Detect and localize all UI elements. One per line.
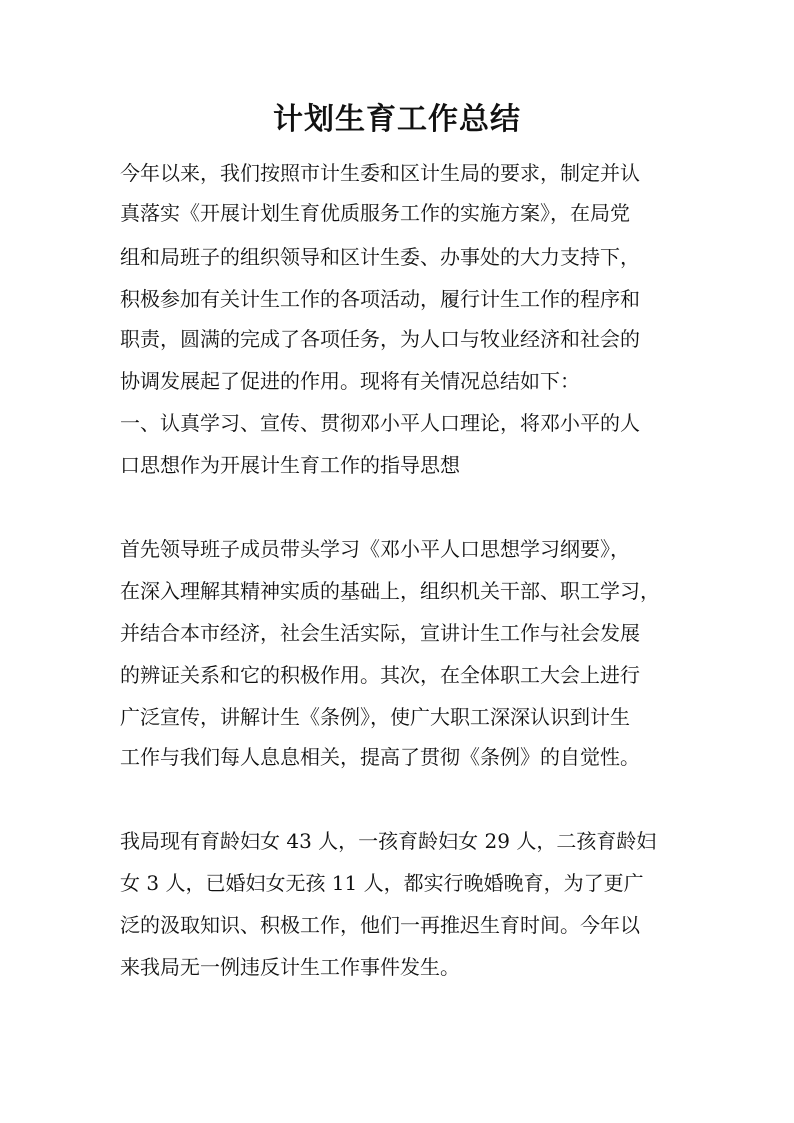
text-line: 女 3 人，已婚妇女无孩 11 人，都实行晚婚晚育，为了更广 [120, 871, 644, 895]
text-line: 首先领导班子成员带头学习《邓小平人口思想学习纲要》， [120, 537, 630, 561]
text-line: 积极参加有关计生工作的各项活动，履行计生工作的程序和 [120, 287, 640, 311]
text-line: 真落实《开展计划生育优质服务工作的实施方案》，在局党 [120, 201, 630, 225]
text-line: 在深入理解其精神实质的基础上，组织机关干部、职工学习， [120, 579, 660, 603]
text-line: 并结合本市经济，社会生活实际，宣讲计生工作与社会发展 [120, 621, 640, 645]
text-line: 协调发展起了促进的作用。现将有关情况总结如下： [120, 369, 580, 393]
text-line: 广泛宣传，讲解计生《条例》，使广大职工深深认识到计生 [120, 705, 630, 729]
heading-line: 一、认真学习、宣传、贯彻邓小平人口理论，将邓小平的人 [120, 411, 640, 435]
text-line: 工作与我们每人息息相关，提高了贯彻《条例》的自觉性。 [120, 745, 640, 769]
heading-line: 口思想作为开展计生育工作的指导思想 [120, 453, 460, 477]
text-line: 职责，圆满的完成了各项任务，为人口与牧业经济和社会的 [120, 327, 640, 351]
text-line: 组和局班子的组织领导和区计生委、办事处的大力支持下， [120, 245, 640, 269]
document-title: 计划生育工作总结 [273, 102, 521, 137]
text-line: 我局现有育龄妇女 43 人，一孩育龄妇女 29 人，二孩育龄妇 [120, 829, 657, 853]
text-line: 的辨证关系和它的积极作用。其次，在全体职工大会上进行 [120, 663, 640, 687]
text-line: 泛的汲取知识、积极工作，他们一再推迟生育时间。今年以 [120, 913, 640, 937]
text-line: 今年以来，我们按照市计生委和区计生局的要求，制定并认 [120, 161, 640, 185]
text-line: 来我局无一例违反计生工作事件发生。 [120, 955, 460, 979]
